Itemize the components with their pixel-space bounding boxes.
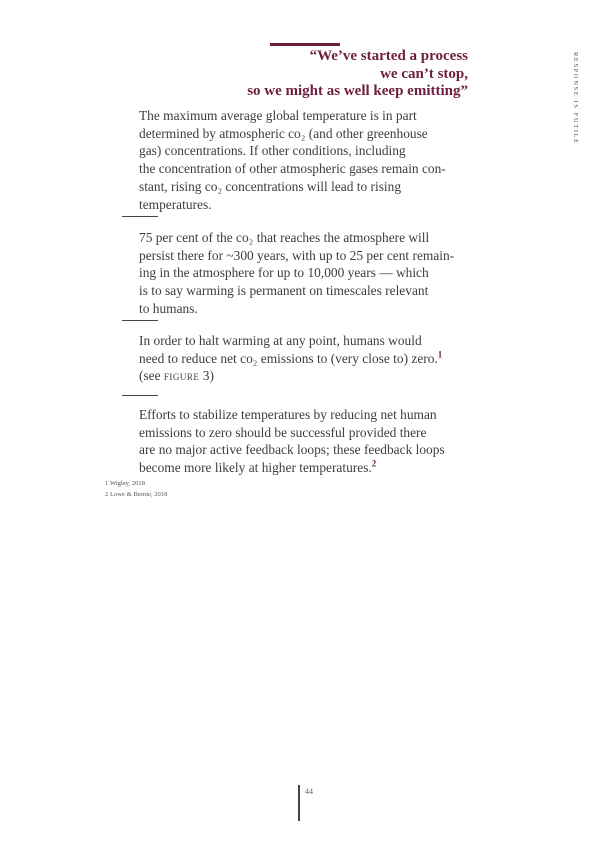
paragraph-max-temperature <box>139 107 469 213</box>
text-line: gas) concentrations. If other conditions, including <box>139 143 406 159</box>
footnote-item: 2 Lowe & Bernie, 2018 <box>105 490 168 498</box>
text-segment: 3) <box>199 368 214 384</box>
section-heading <box>140 48 468 101</box>
paragraph-divider <box>122 395 158 396</box>
heading-line: “We’ve started a process <box>309 48 468 64</box>
heading-line: we can’t stop, <box>380 65 468 82</box>
text-line <box>139 459 469 477</box>
text-line: stant, rising co₂ concentrations will lead to rising <box>139 178 402 194</box>
paragraph-co2-persistence <box>139 229 469 318</box>
figure-reference: figure <box>163 368 200 384</box>
page-number-rule <box>298 785 300 821</box>
text-line <box>139 367 469 385</box>
paragraph-stabilize-temperatures <box>139 406 469 477</box>
text-line: is to say warming is permanent on timescales relevant <box>139 283 429 299</box>
text-line: the concentration of other atmospheric gases remain con- <box>139 161 446 177</box>
footnote-item: 1 Wigley, 2018 <box>105 480 146 487</box>
text-line: The maximum average global temperature is in part <box>139 108 417 123</box>
text-line: emissions to zero should be successful provided there <box>139 424 427 440</box>
footnote-reference: 2 <box>371 458 377 469</box>
heading-top-rule <box>270 43 340 46</box>
text-line: 75 per cent of the co₂ that reaches the atmosphere will <box>139 230 430 245</box>
footnote-reference: 1 <box>437 349 443 360</box>
text-segment: (see <box>139 368 164 384</box>
footnotes <box>105 479 167 500</box>
text-segment: need to reduce net co₂ emissions to (very close to) zero. <box>139 350 438 366</box>
text-segment: become more likely at higher temperatures. <box>139 460 372 476</box>
text-line <box>139 350 469 368</box>
text-line: In order to halt warming at any point, humans would <box>139 333 422 348</box>
heading-line: so we might as well keep emitting” <box>247 83 468 99</box>
text-line: persist there for ~300 years, with up to 25 per cent remain- <box>139 247 455 263</box>
text-line: determined by atmospheric co₂ (and other greenhouse <box>139 125 428 141</box>
paragraph-divider <box>122 320 158 321</box>
paragraph-divider <box>122 216 158 217</box>
paragraph-halt-warming <box>139 332 469 385</box>
running-section-label: RESPONSE IS FUTILE <box>572 52 579 145</box>
page-number: 44 <box>305 787 313 796</box>
text-line: Efforts to stabilize temperatures by reducing net human <box>139 407 437 422</box>
text-line: ing in the atmosphere for up to 10,000 years — which <box>139 265 429 281</box>
text-line: are no major active feedback loops; these feedback loops <box>139 442 445 458</box>
text-line: temperatures. <box>139 196 212 212</box>
text-line: to humans. <box>139 300 198 316</box>
